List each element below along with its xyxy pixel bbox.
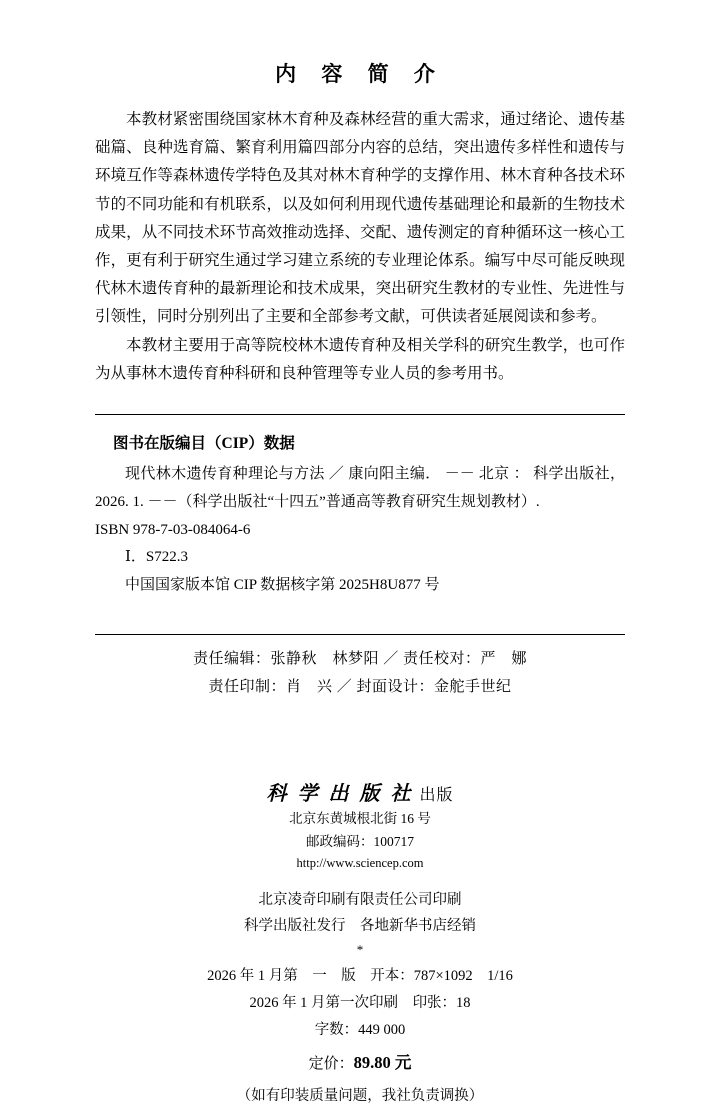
page-title: 内 容 简 介 bbox=[275, 62, 445, 86]
spec-line-1 bbox=[95, 963, 625, 990]
cip-section bbox=[95, 415, 625, 608]
cip-line-1: 现代林木遗传育种理论与方法 ／ 康向阳主编． －－ 北京 ： 科学出版社，2026. 1. －－（科学出版社“十四五”普通高等教育研究生规划教材）. bbox=[95, 466, 625, 510]
publisher-suffix: 出版 bbox=[419, 786, 454, 804]
publisher-postcode: 邮政编码：100717 bbox=[306, 833, 414, 849]
credits-editors: 责任编辑：张静秋 林梦阳 ／ 责任校对：严 娜 bbox=[192, 650, 527, 667]
publisher-address: 北京东黄城根北街 16 号 bbox=[289, 811, 431, 827]
abstract-section bbox=[95, 106, 625, 388]
price-value: 89.80 元 bbox=[353, 1052, 412, 1072]
edition-date: 2026 年 1 月第 一 版 bbox=[207, 968, 356, 985]
word-count: 字数：449 000 bbox=[314, 1021, 406, 1038]
separator-star: * bbox=[356, 941, 364, 957]
credits-section bbox=[95, 635, 625, 708]
publisher-url: http://www.sciencep.com bbox=[296, 855, 424, 870]
credits-production: 责任印制：肖 兴 ／ 封面设计：金舵手世纪 bbox=[208, 679, 512, 696]
printing-section bbox=[95, 888, 625, 939]
abstract-paragraph-2: 本教材主要用于高等院校林木遗传育种及相关学科的研究生教学，也可作为从事林木遗传育种科研和良种管理等专业人员的参考用书。 bbox=[95, 336, 625, 382]
trim-size: 开本：787×1092 1/16 bbox=[370, 968, 513, 985]
printer-name: 北京凌奇印刷有限责任公司印刷 bbox=[258, 892, 462, 909]
publisher-section bbox=[95, 780, 625, 874]
specification-section bbox=[95, 963, 625, 1043]
publisher-brand: 科 学 出 版 社 bbox=[266, 782, 414, 805]
print-sheets: 印张：18 bbox=[412, 994, 471, 1011]
price-row bbox=[95, 1046, 625, 1079]
cip-line-2: ISBN 978-7-03-084064-6 bbox=[95, 521, 251, 538]
quality-note: （如有印装质量问题，我社负责调换） bbox=[236, 1087, 484, 1104]
publisher-name-row bbox=[95, 780, 625, 809]
copyright-page bbox=[0, 58, 720, 1104]
spec-line-2 bbox=[95, 990, 625, 1017]
abstract-paragraph-1: 本教材紧密围绕国家林木育种及森林经营的重大需求，通过绪论、遗传基础篇、良种选育篇、繁育利用篇四部分内容的总结，突出遗传多样性和遗传与环境互作等森林遗传学特色及其对林木育种学的支撑作用、林木育种各技术环节的不同功能和有机联系，以及如何利用现代遗传基础理论和最新的生物技术成果，从不同技术环节高效推动选择、交配、遗传测定的育种循环这一核心工作，更有利于研究生通过学习建立系统的专业理论体系。编写中尽可能反映现代林木遗传育种的最新理论和技术成果，突出研究生教材的专业性、先进性与引领性，同时分别列出了主要和全部参考文献，可供读者延展阅读和参考。 bbox=[95, 111, 625, 326]
cip-heading: 图书在版编目（CIP）数据 bbox=[113, 435, 295, 453]
distribution-info: 科学出版社发行 各地新华书店经销 bbox=[244, 917, 476, 934]
cip-line-4: 中国国家版本馆 CIP 数据核字第 2025H8U877 号 bbox=[125, 577, 440, 594]
price-label: 定价： bbox=[308, 1055, 354, 1072]
print-date: 2026 年 1 月第一次印刷 bbox=[249, 994, 399, 1011]
cip-line-3: Ⅰ．S722.3 bbox=[125, 549, 189, 566]
